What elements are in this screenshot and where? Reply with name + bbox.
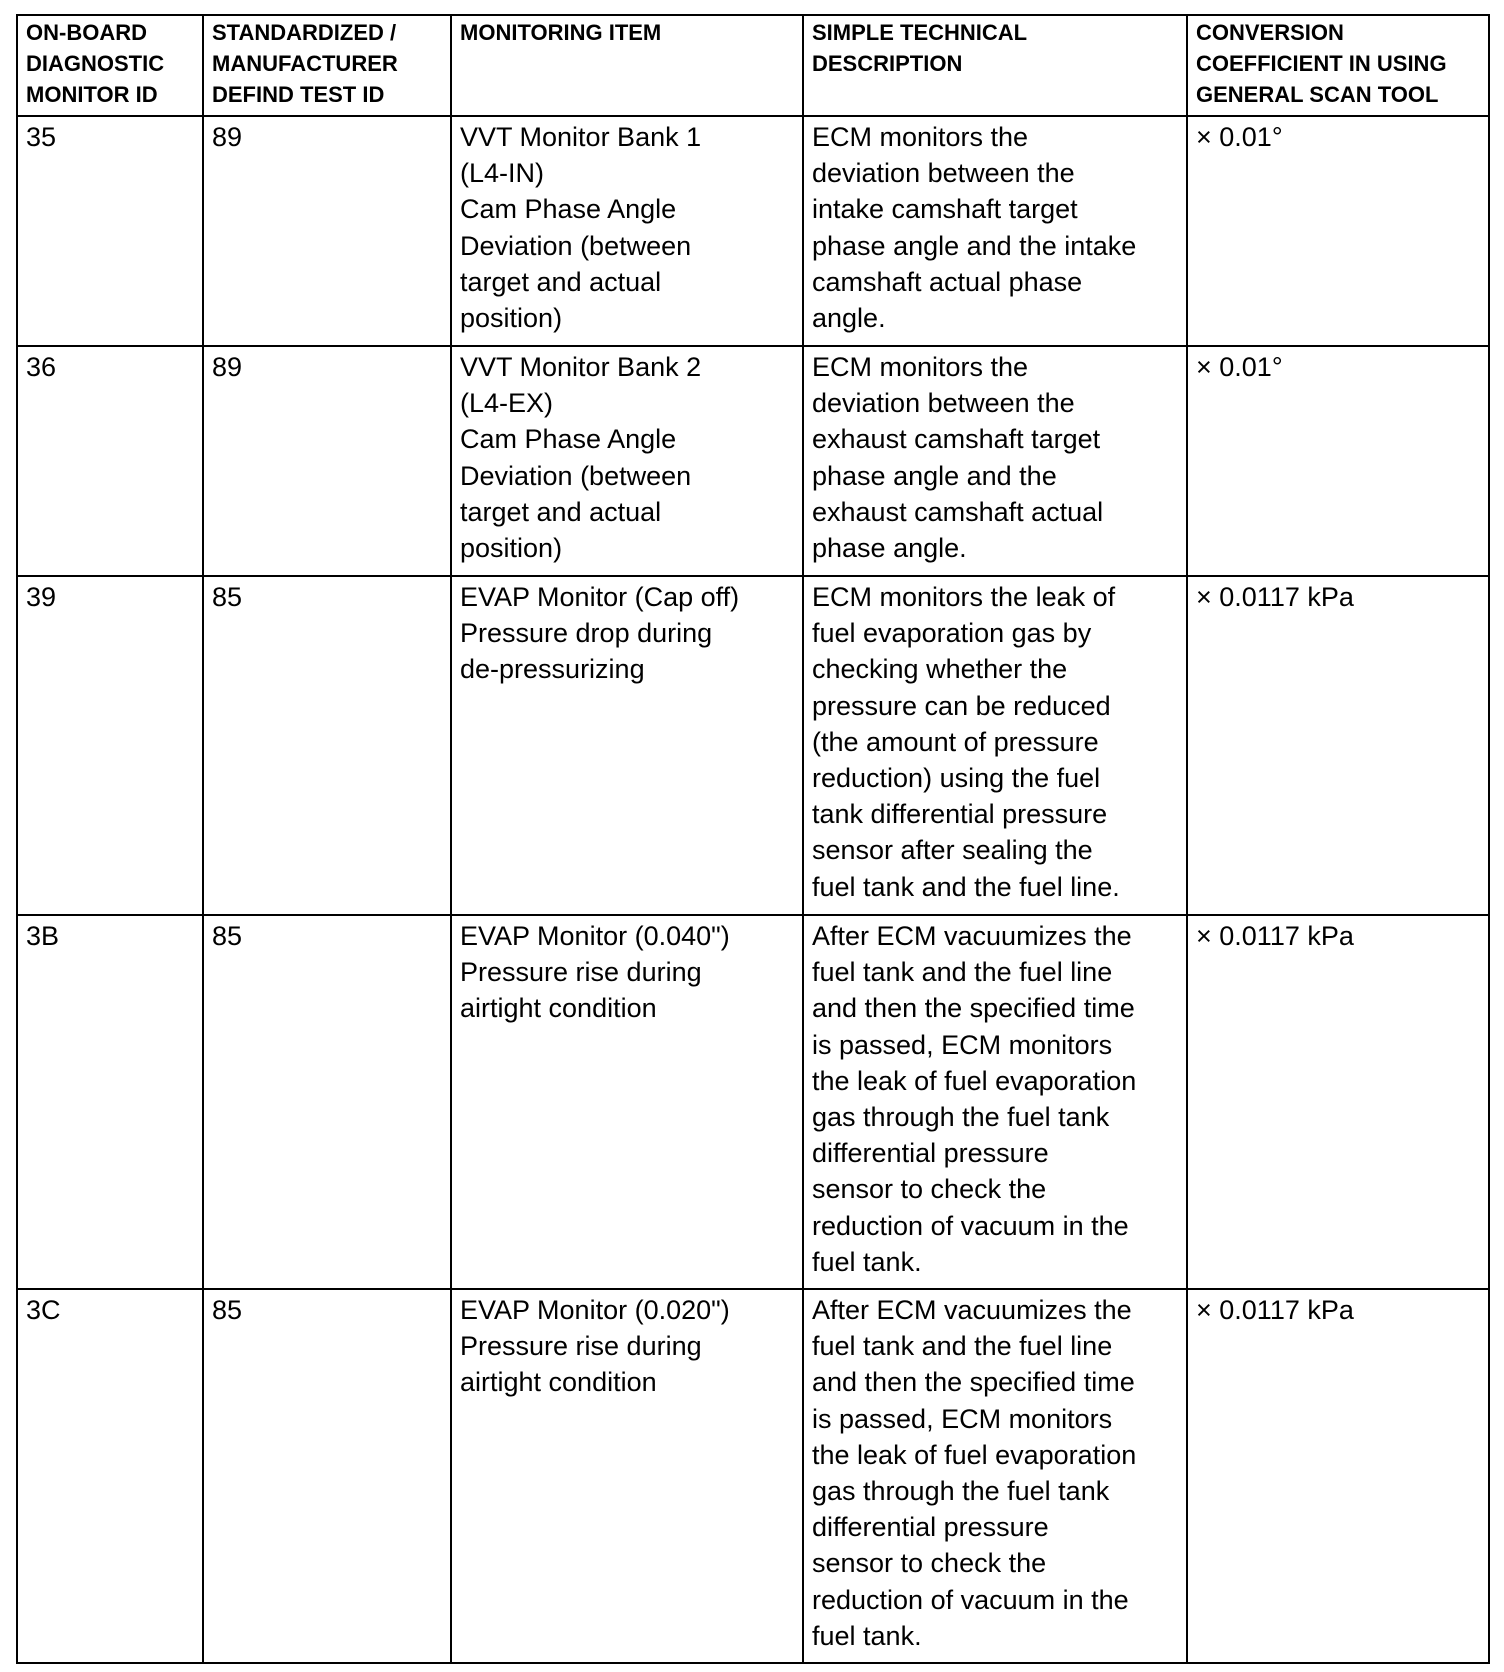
- table-body: [17, 116, 1489, 1663]
- cell-test-id: 85: [203, 1289, 451, 1663]
- cell-test-id: 89: [203, 346, 451, 576]
- cell-description: ECM monitors the leak of fuel evaporation gas by checking whether the pressure can be reduced (the amount of pressure reduction) using the fuel tank differential pressure sensor after sealing the fuel tank and the fuel line.: [803, 576, 1187, 915]
- table-row: [17, 576, 1489, 915]
- cell-monitoring-item: EVAP Monitor (0.040") Pressure rise during airtight condition: [451, 915, 803, 1289]
- cell-test-id: 85: [203, 576, 451, 915]
- cell-monitor-id: 35: [17, 116, 203, 346]
- table-row: [17, 116, 1489, 346]
- cell-description: After ECM vacuumizes the fuel tank and the fuel line and then the specified time is passed, ECM monitors the leak of fuel evaporation gas through the fuel tank differential pressure sensor to check the reduction of vacuum in the fuel tank.: [803, 1289, 1187, 1663]
- header-conversion-coefficient: CONVERSION COEFFICIENT IN USING GENERAL SCAN TOOL: [1187, 15, 1489, 116]
- cell-conversion-coefficient: × 0.01°: [1187, 346, 1489, 576]
- header-test-id: STANDARDIZED / MANUFACTURER DEFIND TEST ID: [203, 15, 451, 116]
- cell-monitor-id: 36: [17, 346, 203, 576]
- cell-test-id: 85: [203, 915, 451, 1289]
- table-row: [17, 915, 1489, 1289]
- table-row: [17, 346, 1489, 576]
- header-row: [17, 15, 1489, 116]
- monitor-test-table: [16, 14, 1490, 1664]
- cell-monitoring-item: VVT Monitor Bank 1 (L4-IN) Cam Phase Angle Deviation (between target and actual position): [451, 116, 803, 346]
- table-row: [17, 1289, 1489, 1663]
- cell-monitor-id: 3B: [17, 915, 203, 1289]
- cell-monitor-id: 3C: [17, 1289, 203, 1663]
- header-description: SIMPLE TECHNICAL DESCRIPTION: [803, 15, 1187, 116]
- header-monitoring-item: MONITORING ITEM: [451, 15, 803, 116]
- cell-conversion-coefficient: × 0.0117 kPa: [1187, 915, 1489, 1289]
- cell-description: After ECM vacuumizes the fuel tank and the fuel line and then the specified time is passed, ECM monitors the leak of fuel evaporation gas through the fuel tank differential pressure sensor to check the reduction of vacuum in the fuel tank.: [803, 915, 1187, 1289]
- header-monitor-id: ON-BOARD DIAGNOSTIC MONITOR ID: [17, 15, 203, 116]
- table-header: [17, 15, 1489, 116]
- cell-conversion-coefficient: × 0.0117 kPa: [1187, 1289, 1489, 1663]
- cell-monitor-id: 39: [17, 576, 203, 915]
- cell-test-id: 89: [203, 116, 451, 346]
- cell-monitoring-item: VVT Monitor Bank 2 (L4-EX) Cam Phase Angle Deviation (between target and actual position): [451, 346, 803, 576]
- cell-conversion-coefficient: × 0.0117 kPa: [1187, 576, 1489, 915]
- cell-description: ECM monitors the deviation between the exhaust camshaft target phase angle and the exhaust camshaft actual phase angle.: [803, 346, 1187, 576]
- cell-description: ECM monitors the deviation between the intake camshaft target phase angle and the intake camshaft actual phase angle.: [803, 116, 1187, 346]
- cell-monitoring-item: EVAP Monitor (Cap off) Pressure drop during de-pressurizing: [451, 576, 803, 915]
- cell-monitoring-item: EVAP Monitor (0.020") Pressure rise during airtight condition: [451, 1289, 803, 1663]
- cell-conversion-coefficient: × 0.01°: [1187, 116, 1489, 346]
